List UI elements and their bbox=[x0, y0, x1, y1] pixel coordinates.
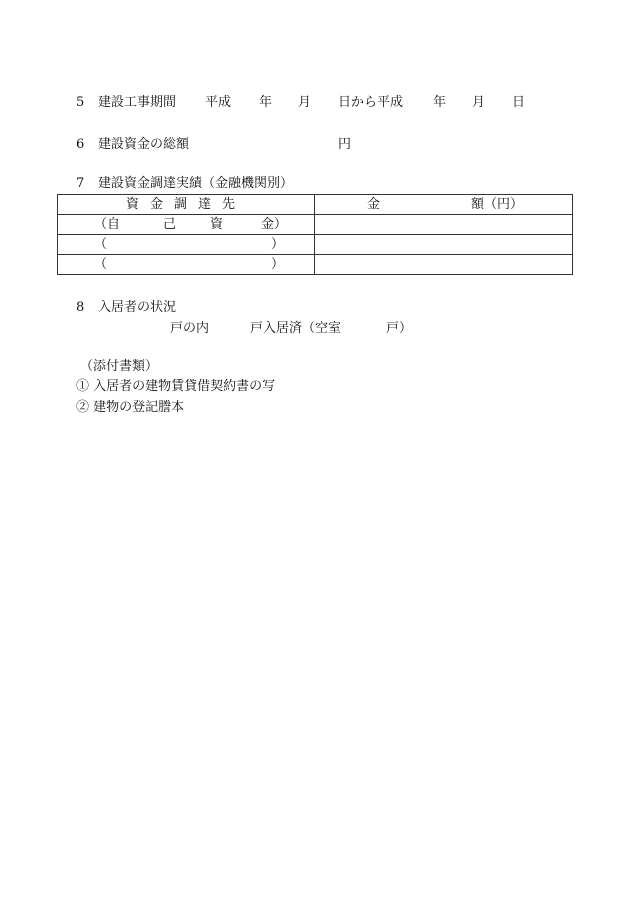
section-5-label: 建設工事期間 bbox=[98, 95, 177, 110]
section-7-number: 7 bbox=[76, 176, 85, 191]
section-8-number: 8 bbox=[76, 300, 85, 315]
right-paren: ） bbox=[271, 237, 285, 252]
amount-cell[interactable] bbox=[315, 255, 573, 275]
section-6-label: 建設資金の総額 bbox=[98, 137, 190, 152]
units-text: 戸の内 bbox=[170, 321, 210, 336]
header-amount-part-1: 金 bbox=[367, 197, 381, 212]
amount-cell[interactable] bbox=[315, 215, 573, 235]
left-paren: （ bbox=[94, 237, 108, 252]
source-cell-own-funds[interactable] bbox=[58, 215, 315, 235]
total-amount-unit: 円 bbox=[338, 137, 352, 152]
amount-cell[interactable] bbox=[315, 235, 573, 255]
day-end-label: 日 bbox=[512, 95, 526, 110]
attachment-item: ① 入居者の建物賃貸借契約書の写 bbox=[76, 379, 276, 394]
header-funding-source: 資金調達先 bbox=[58, 195, 315, 215]
own-funds-word-3: 資 bbox=[210, 217, 224, 232]
section-6-number: 6 bbox=[76, 137, 85, 152]
section-5-number: 5 bbox=[76, 95, 85, 110]
own-funds-word-1: （自 bbox=[94, 217, 121, 232]
attachments-heading: （添付書類） bbox=[80, 359, 159, 374]
funding-table bbox=[57, 194, 573, 275]
table-header-row bbox=[58, 195, 573, 215]
table-row bbox=[58, 215, 573, 235]
header-amount-part-2: 額（円） bbox=[471, 197, 524, 212]
day-start-label: 日から平成 bbox=[338, 95, 404, 110]
left-paren: （ bbox=[94, 257, 108, 272]
table-row bbox=[58, 235, 573, 255]
own-funds-word-4: 金） bbox=[261, 217, 288, 232]
right-paren: ） bbox=[271, 257, 285, 272]
era-start: 平成 bbox=[205, 95, 232, 110]
source-cell[interactable] bbox=[58, 235, 315, 255]
month-start-label: 月 bbox=[298, 95, 312, 110]
month-end-label: 月 bbox=[472, 95, 486, 110]
source-cell[interactable] bbox=[58, 255, 315, 275]
year-start-label: 年 bbox=[259, 95, 273, 110]
attachment-item: ② 建物の登記謄本 bbox=[76, 400, 185, 415]
section-8-label: 入居者の状況 bbox=[98, 300, 177, 315]
occupied-text: 戸入居済（空室 bbox=[250, 321, 342, 336]
section-7-label: 建設資金調達実績（金融機関別） bbox=[98, 176, 294, 191]
vacant-text: 戸） bbox=[386, 321, 413, 336]
table-row bbox=[58, 255, 573, 275]
header-amount bbox=[315, 195, 573, 215]
own-funds-word-2: 己 bbox=[163, 217, 177, 232]
year-end-label: 年 bbox=[433, 95, 447, 110]
